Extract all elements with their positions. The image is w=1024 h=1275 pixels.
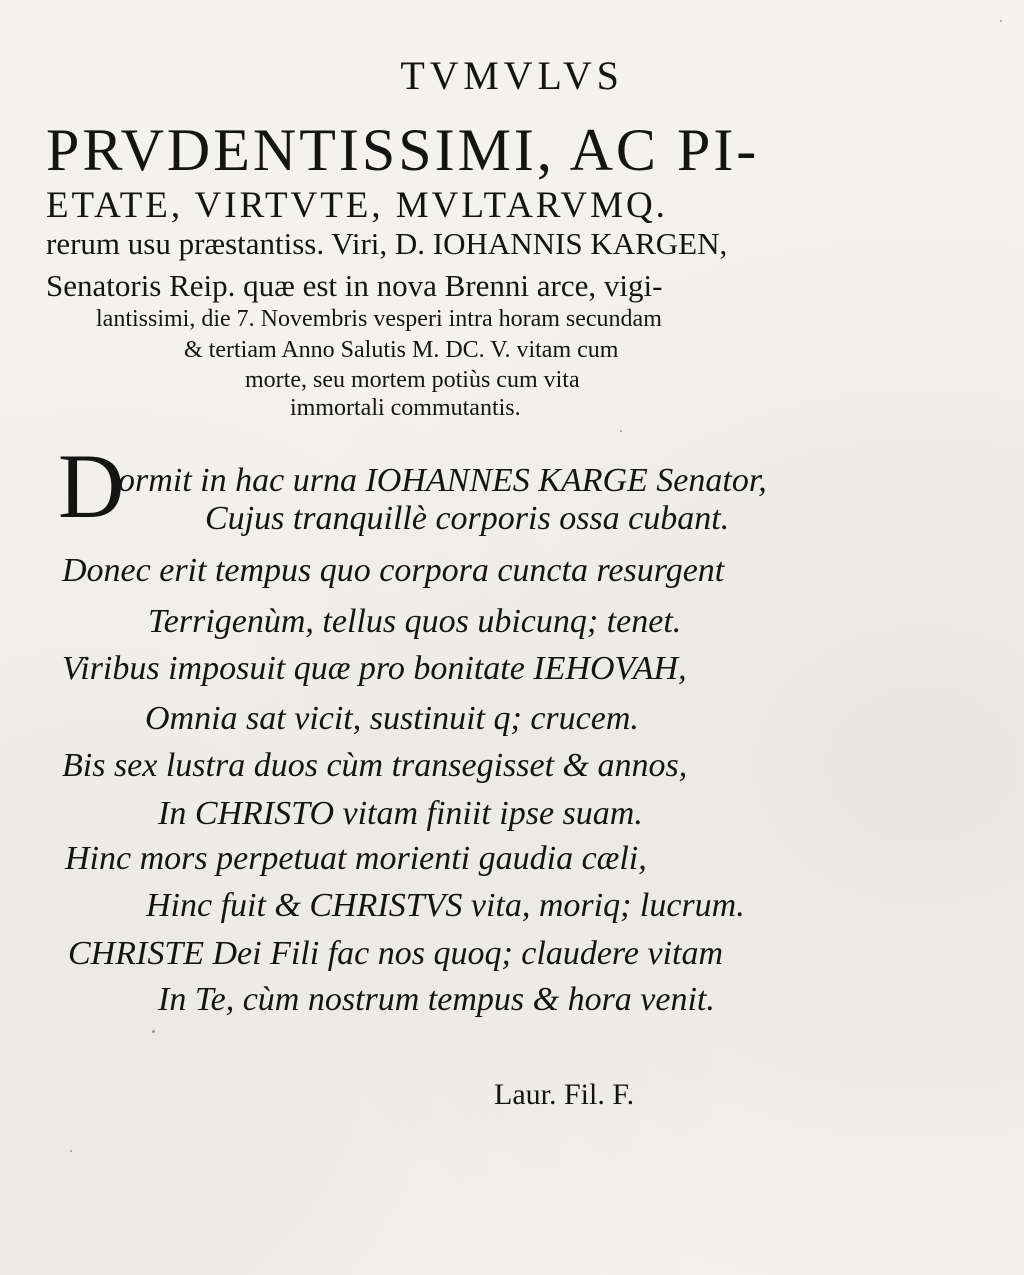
poem-line-11: CHRISTE Dei Fili fac nos quoq; claudere vitam — [68, 935, 724, 972]
poem-line-10: Hinc fuit & CHRISTVS vita, moriq; lucrum. — [146, 887, 745, 924]
drop-cap: D — [58, 435, 125, 537]
heading-line-1: PRVDENTISSIMI, AC PI- — [46, 117, 760, 183]
heading-line-6: & tertiam Anno Salutis M. DC. V. vitam cum — [184, 337, 619, 363]
heading-title: TVMVLVS — [400, 53, 624, 98]
poem-line-12: In Te, cùm nostrum tempus & hora venit. — [158, 981, 715, 1018]
heading-line-8: immortali commutantis. — [290, 395, 521, 421]
paper-speck — [152, 1030, 155, 1033]
poem-line-1: ormit in hac urna IOHANNES KARGE Senator, — [118, 462, 767, 499]
poem-line-5: Viribus imposuit quæ pro bonitate IEHOVAH, — [62, 650, 687, 687]
paper-speck — [1000, 20, 1002, 22]
poem-line-7: Bis sex lustra duos cùm transegisset & annos, — [62, 747, 688, 784]
poem-line-3: Donec erit tempus quo corpora cuncta resurgent — [62, 552, 725, 589]
poem-line-9: Hinc mors perpetuat morienti gaudia cæli, — [65, 840, 647, 877]
heading-line-2: ETATE, VIRTVTE, MVLTARVMQ. — [46, 185, 668, 226]
poem-line-2: Cujus tranquillè corporis ossa cubant. — [205, 500, 730, 537]
paper-speck — [620, 430, 622, 432]
signature: Laur. Fil. F. — [494, 1078, 635, 1111]
poem-line-4: Terrigenùm, tellus quos ubicunq; tenet. — [148, 603, 682, 640]
heading-line-3: rerum usu præstantiss. Viri, D. IOHANNIS KARGEN, — [46, 226, 728, 261]
heading-line-7: morte, seu mortem potiùs cum vita — [245, 367, 580, 393]
poem-line-8: In CHRISTO vitam finiit ipse suam. — [158, 795, 643, 832]
heading-line-4: Senatoris Reip. quæ est in nova Brenni arce, vigi- — [46, 268, 663, 303]
poem-line-6: Omnia sat vicit, sustinuit q; crucem. — [145, 700, 639, 737]
heading-line-5: lantissimi, die 7. Novembris vesperi intra horam secundam — [96, 306, 662, 332]
paper-speck — [70, 1150, 72, 1152]
